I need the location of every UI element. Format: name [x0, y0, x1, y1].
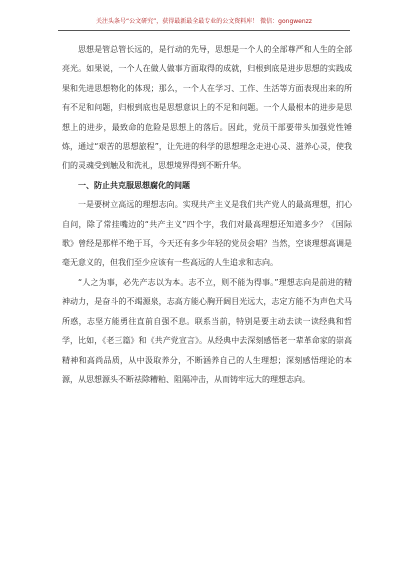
document-body [62, 40, 352, 389]
section-heading: 一、防止共克服思想腐化的问题 [78, 180, 190, 190]
header-divider [58, 30, 350, 31]
body-paragraph: “人之为事，必先产志以为本。志不立，则不能为得事。”理想志向是前进的精神动力，是奋斗的不竭源泉，志高方能心胸开阔目光远大，志定方能不为声色犬马所惑，志坚方能勇往直前自强不息。联系当前，特别是要主动去读一读经典和哲学，比如，《老三篇》和《共产党宣言》。从经典中去深刻感悟老一辈革命家的崇高精神和高尚品质，从中汲取养分，不断涵养自己的人生理想；深刻感悟理论的本源，从思想源头不断祛除糟粕、阻隔冲击，从而铸牢远大的理想志向。 [62, 277, 352, 384]
body-paragraph: 一是要树立高远的理想志向。实现共产主义是我们共产党人的最高理想，扪心自问，除了常挂嘴边的“共产主义”四个字，我们对最高理想还知道多少？《国际歌》曾经是那样不绝于耳，今天还有多少年轻的党员会唱？当然，空谈理想高调是毫无意义的，但我们至少应该有一些高远的人生追求和志向。 [62, 200, 352, 268]
body-paragraph: 思想是管总管长远的，是行动的先导，思想是一个人的全部尊严和人生的全部亮光。如果说，一个人在做人做事方面取得的成就，归根到底是进步思想的实践成果和先进思想物化的体现；那么，一个人在学习、工作、生活等方面表现出来的所有不足和问题，归根到底也是思想意识上的不足和问题。一个人最根本的进步是思想上的进步，最致命的危险是思想上的落后。因此，党员干部要带头加强党性锤炼，通过“艰苦的思想旅程”，让先进的科学的思想理念走进心灵、滋养心灵，使我们的灵魂受到触及和洗礼，思想境界得到不断升华。 [62, 45, 352, 171]
header-note: 关注头条号“公文研究”，获得最新最全最专业的公文资料库！ 微信：gongwenzz [96, 18, 312, 25]
